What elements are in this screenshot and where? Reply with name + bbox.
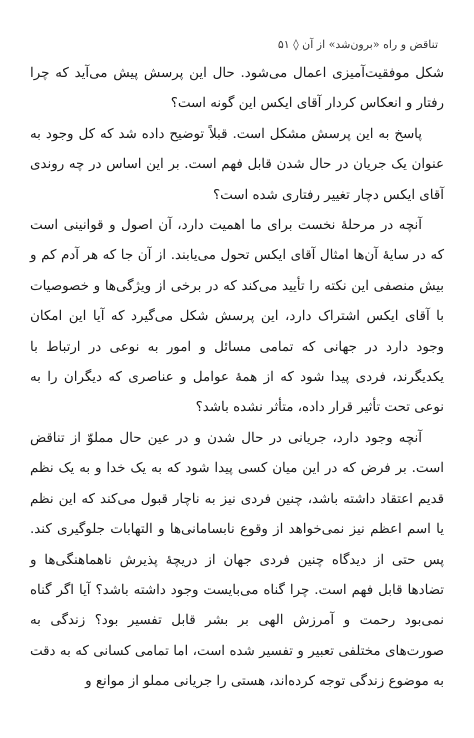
running-head: تناقض و راه «برون‌شد» از آن ◊ ۵۱ [277,38,438,51]
paragraph: پاسخ به این پرسش مشکل است. قبلاً توضیح داده شد که کل وجود به عنوان یک جریان در حال شدن قابل فهم است. بر این اساس در چه روندی آقای ایکس دچار تغییر رفتاری شده است؟ [30,126,444,203]
body-text [30,59,444,698]
paragraph: آنچه در مرحلهٔ نخست برای ما اهمیت دارد، آن اصول و قوانینی است که در سایهٔ آن‌ها امثال آقای ایکس تحول می‌یابند. از آن جا که هر آدم کم و بیش منصفی این نکته را تأیید می‌کند که در برخی از ویژگی‌ها و خصوصیات با آقای ایکس اشتراک دارد، این پرسش شکل می‌گیرد که آیا این امکان وجود دارد در جهانی که تمامی مسائل و امور به نوعی در ارتباط با یکدیگرند، فردی پیدا شود که از همهٔ عوامل و عناصری که دیگران را به نوعی تحت تأثیر قرار داده، متأثر نشده باشد؟ [30,218,444,416]
paragraph: شکل موفقیت‌آمیزی اعمال می‌شود. حال این پرسش پیش می‌آید که چرا رفتار و انعکاس کردار آقای ایکس این گونه است؟ [30,66,444,112]
paragraph: آنچه وجود دارد، جریانی در حال شدن و در عین حال مملوّ از تناقض است. بر فرض که در این میان کسی پیدا شود که به یک خدا و به یک نظم قدیم اعتقاد داشته باشد، چنین فردی نیز به ناچار قبول می‌کند که این نظم یا اسم اعظم نیز نمی‌خواهد از وقوع نابسامانی‌ها و التهابات جلوگیری کند. پس حتی از دیدگاه چنین فردی جهان از دریچهٔ پذیرش ناهماهنگی‌ها و تضادها قابل فهم است. چرا گناه می‌بایست وجود داشته باشد؟ آیا اگر گناه نمی‌بود رحمت و آمرزش الهی بر بشر قابل تفسیر بود؟ زندگی به صورت‌های مختلفی تعبیر و تفسیر شده است، اما تمامی کسانی که به دقت به موضوع زندگی توجه کرده‌اند، هستی را جریانی مملو از موانع و [30,430,444,690]
